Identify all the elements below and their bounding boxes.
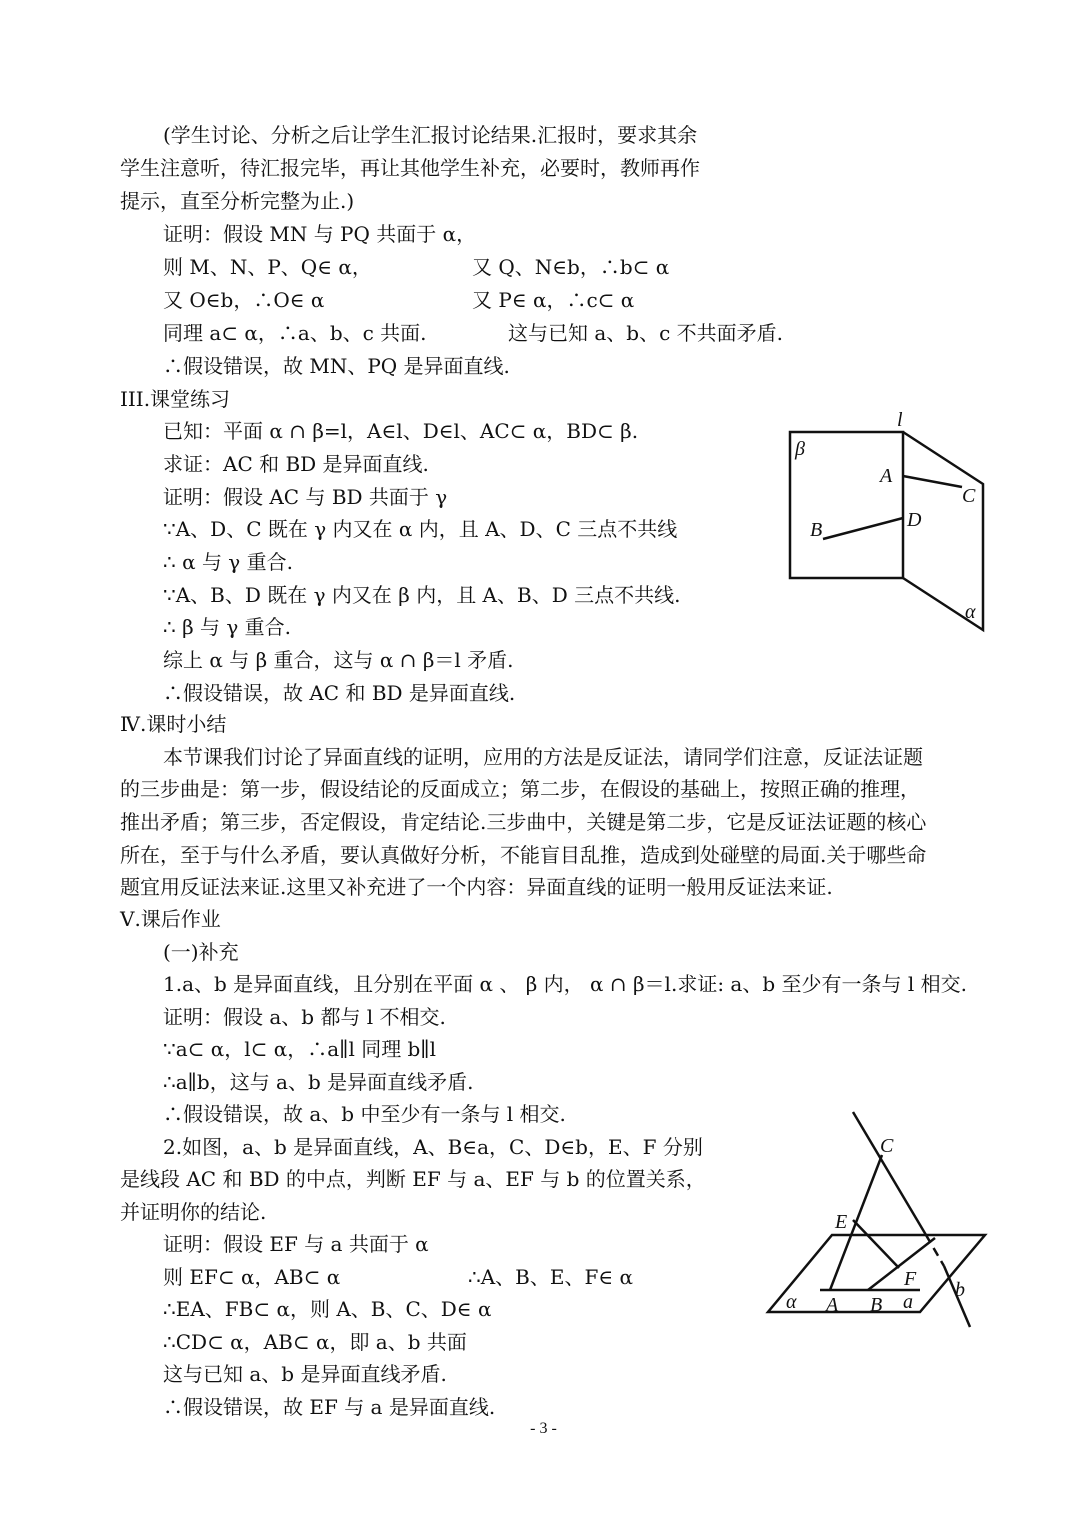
label-alpha: α <box>786 1291 797 1313</box>
text-line: ∴假设错误，故 MN、PQ 是异面直线. <box>163 354 510 378</box>
text-line: 学生注意听，待汇报完毕，再让其他学生补充，必要时，教师再作 <box>120 156 700 180</box>
text-line: 又 P∈ α，∴c⊂ α <box>472 288 635 312</box>
line-b-upper <box>853 1112 926 1235</box>
text-line: 则 M、N、P、Q∈ α， <box>163 255 372 279</box>
section-heading: III.课堂练习 <box>120 387 231 411</box>
text-line: ∴ β 与 γ 重合. <box>163 615 292 639</box>
text-line: ∴A、B、E、F∈ α <box>468 1265 634 1289</box>
text-line: 推出矛盾；第三步，否定假设，肯定结论.三步曲中，关键是第二步，它是反证法证题的核心 <box>120 810 927 834</box>
text-line: 本节课我们讨论了异面直线的证明，应用的方法是反证法，请同学们注意，反证法证题 <box>163 745 923 769</box>
label-b: B <box>810 519 823 541</box>
text-line: 证明：假设 AC 与 BD 共面于 γ <box>163 485 448 509</box>
text-line: ∴假设错误，故 a、b 中至少有一条与 l 相交. <box>163 1102 566 1126</box>
label-f: F <box>904 1268 917 1290</box>
text-line: 证明：假设 a、b 都与 l 不相交. <box>163 1005 446 1029</box>
text-line: 1.a、b 是异面直线，且分别在平面 α 、 β 内， α ∩ β＝l.求证: a、b 至少有一条与 l 相交. <box>163 972 967 996</box>
text-line: (一)补充 <box>163 940 239 964</box>
label-a: A <box>880 465 893 487</box>
label-l: l <box>897 409 903 431</box>
text-line: ∴假设错误，故 AC 和 BD 是异面直线. <box>163 681 516 705</box>
text-line: 这与已知 a、b、c 不共面矛盾. <box>508 321 783 345</box>
text-line: 题宜用反证法来证.这里又补充进了一个内容：异面直线的证明一般用反证法来证. <box>120 875 833 899</box>
label-c: C <box>880 1135 894 1157</box>
text-line: (学生讨论、分析之后让学生汇报讨论结果.汇报时，要求其余 <box>163 123 698 147</box>
text-line: ∴假设错误，故 EF 与 a 是异面直线. <box>163 1395 496 1419</box>
text-line: ∵a⊂ α，l⊂ α，∴a∥l 同理 b∥l <box>163 1037 436 1061</box>
text-line: ∴ α 与 γ 重合. <box>163 550 293 574</box>
text-line: 这与已知 a、b 是异面直线矛盾. <box>163 1362 447 1386</box>
page-number: - 3 - <box>530 1420 557 1437</box>
label-beta: β <box>795 438 805 460</box>
text-line: ∵A、B、D 既在 γ 内又在 β 内，且 A、B、D 三点不共线. <box>163 583 681 607</box>
label-a-line: a <box>903 1291 913 1313</box>
text-line: ∵A、D、C 既在 γ 内又在 α 内，且 A、D、C 三点不共线 <box>163 517 678 541</box>
text-line: 综上 α 与 β 重合，这与 α ∩ β＝l 矛盾. <box>163 648 514 672</box>
text-line: 所在，至于与什么矛盾，要认真做好分析，不能盲目乱推，造成到处碰壁的局面.关于哪些命 <box>120 843 927 867</box>
text-line: 同理 a⊂ α，∴a、b、c 共面. <box>163 321 427 345</box>
label-c: C <box>962 485 976 507</box>
text-line: 则 EF⊂ α，AB⊂ α <box>163 1265 341 1289</box>
segment-ef <box>853 1220 899 1268</box>
text-line: 又 Q、N∈b，∴b⊂ α <box>472 255 670 279</box>
text-line: 证明：假设 MN 与 PQ 共面于 α， <box>163 222 477 246</box>
text-line: 证明：假设 EF 与 a 共面于 α <box>163 1232 429 1256</box>
label-b-point: B <box>870 1294 883 1316</box>
text-line: 并证明你的结论. <box>120 1200 267 1224</box>
section-heading: Ⅳ.课时小结 <box>120 712 227 736</box>
label-d: D <box>907 509 922 531</box>
text-line: 是线段 AC 和 BD 的中点，判断 EF 与 a、EF 与 b 的位置关系， <box>120 1167 706 1191</box>
text-line: 的三步曲是：第一步，假设结论的反面成立；第二步，在假设的基础上，按照正确的推理， <box>120 777 920 801</box>
text-line: ∴CD⊂ α，AB⊂ α，即 a、b 共面 <box>163 1330 467 1354</box>
text-line: ∴EA、FB⊂ α，则 A、B、C、D∈ α <box>163 1297 492 1321</box>
text-line: 已知：平面 α ∩ β=l，A∈l、D∈l、AC⊂ α，BD⊂ β. <box>163 419 639 443</box>
label-b: b <box>955 1279 965 1301</box>
text-line: ∴a∥b，这与 a、b 是异面直线矛盾. <box>163 1070 474 1094</box>
text-line: 又 O∈b，∴O∈ α <box>163 288 325 312</box>
line-b-dashed <box>926 1235 944 1266</box>
section-heading: Ⅴ.课后作业 <box>120 907 221 931</box>
label-alpha: α <box>965 601 976 623</box>
text-line: 2.如图，a、b 是异面直线，A、B∈a，C、D∈b，E、F 分别 <box>163 1135 703 1159</box>
text-line: 提示，直至分析完整为止.) <box>120 189 355 213</box>
label-e: E <box>835 1211 848 1233</box>
text-line: 求证：AC 和 BD 是异面直线. <box>163 452 429 476</box>
label-a-point: A <box>826 1294 839 1316</box>
